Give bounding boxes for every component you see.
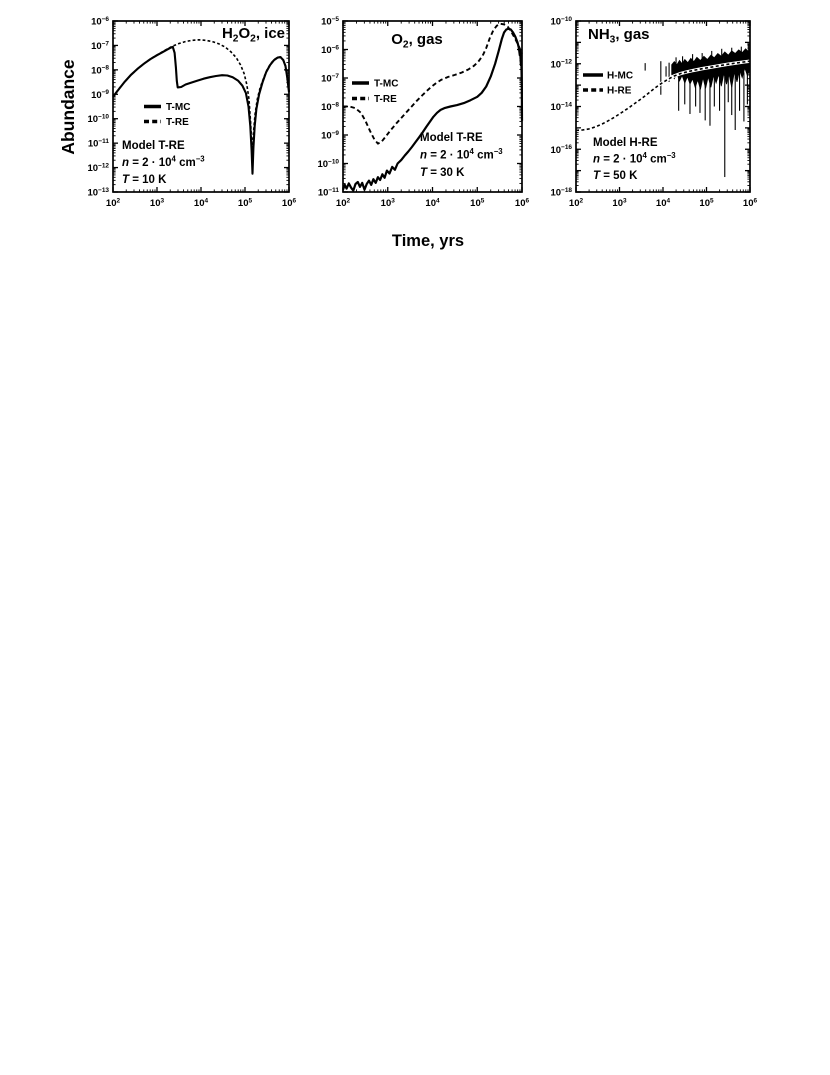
triple-panel-abundance-chart bbox=[0, 0, 830, 280]
x-tick-label: $10^2$ bbox=[568, 197, 584, 209]
y-tick-label: $10^{-5}$ bbox=[321, 15, 339, 28]
x-tick-label: $10^5$ bbox=[470, 197, 485, 209]
legend-label-t-mc: T-MC bbox=[374, 78, 399, 90]
x-axis-label: Time, yrs bbox=[391, 232, 465, 250]
y-tick-label: $10^{-8}$ bbox=[91, 64, 109, 77]
annotation-line: T = 30 K bbox=[420, 167, 465, 179]
x-tick-label: $10^4$ bbox=[193, 197, 209, 209]
annotation-line: $n = 2 \cdot 10^4$ $cm^{-3}$ bbox=[420, 147, 503, 162]
annotation-line: T = 10 K bbox=[122, 174, 167, 186]
x-tick-label: $10^3$ bbox=[380, 197, 395, 209]
y-tick-label: $10^{-9}$ bbox=[321, 129, 339, 142]
legend-label-h-mc: H-MC bbox=[607, 70, 634, 82]
y-tick-label: $10^{-7}$ bbox=[91, 40, 109, 52]
y-tick-label: $10^{-10}$ bbox=[550, 15, 572, 28]
y-tick-label: $10^{-8}$ bbox=[321, 101, 339, 113]
y-tick-label: $10^{-14}$ bbox=[550, 101, 572, 113]
panel-title: $H_2O_2$, ice bbox=[221, 25, 285, 45]
legend-label-t-mc: T-MC bbox=[166, 102, 191, 113]
y-tick-label: $10^{-11}$ bbox=[87, 138, 109, 150]
panels-group bbox=[87, 16, 757, 209]
x-tick-label: $10^2$ bbox=[105, 197, 121, 209]
legend-label-h-re: H-RE bbox=[607, 85, 632, 97]
y-tick-label: $10^{-10}$ bbox=[317, 158, 339, 170]
annotation-line: $n = 2 \cdot 10^4$ $cm^{-3}$ bbox=[593, 151, 676, 166]
x-tick-label: $10^6$ bbox=[742, 197, 758, 209]
legend-label-t-re: T-RE bbox=[374, 94, 397, 105]
y-tick-label: $10^{-6}$ bbox=[91, 15, 109, 28]
panel-title: $NH_3$, gas bbox=[588, 26, 650, 46]
series-t-re bbox=[113, 40, 289, 151]
y-tick-label: $10^{-10}$ bbox=[87, 113, 109, 126]
x-tick-label: $10^5$ bbox=[699, 197, 714, 209]
y-tick-label: $10^{-12}$ bbox=[550, 58, 572, 71]
y-tick-label: $10^{-13}$ bbox=[87, 186, 109, 199]
ticks bbox=[576, 21, 750, 192]
y-tick-label: $10^{-12}$ bbox=[87, 162, 109, 175]
x-tick-label: $10^4$ bbox=[655, 197, 671, 209]
x-tick-label: $10^5$ bbox=[237, 197, 253, 209]
annotation-line: $n = 2 \cdot 10^4$ $cm^{-3}$ bbox=[122, 154, 205, 169]
y-tick-label: $10^{-7}$ bbox=[321, 72, 339, 85]
panel-nh3-gas bbox=[550, 16, 757, 209]
y-tick-label: $10^{-18}$ bbox=[550, 186, 572, 199]
plot-frame bbox=[576, 21, 750, 192]
x-tick-label: $10^2$ bbox=[335, 197, 351, 209]
annotation-line: Model T-RE bbox=[122, 140, 185, 152]
y-tick-label: $10^{-16}$ bbox=[550, 144, 572, 156]
x-tick-label: $10^6$ bbox=[514, 197, 530, 209]
panel-o2-gas bbox=[317, 16, 529, 209]
annotation-line: Model H-RE bbox=[593, 137, 658, 149]
legend-label-t-re: T-RE bbox=[166, 117, 189, 128]
x-tick-label: $10^4$ bbox=[425, 197, 440, 209]
annotation-line: T = 50 K bbox=[593, 170, 638, 182]
x-tick-label: $10^3$ bbox=[149, 197, 165, 209]
annotation-line: Model T-RE bbox=[420, 132, 483, 144]
y-tick-label: $10^{-6}$ bbox=[321, 44, 339, 56]
y-axis-label: Abundance bbox=[58, 59, 78, 155]
x-tick-label: $10^6$ bbox=[281, 197, 297, 209]
y-tick-label: $10^{-9}$ bbox=[91, 89, 109, 101]
y-tick-label: $10^{-11}$ bbox=[317, 186, 339, 199]
panel-title: $O_2$, gas bbox=[391, 31, 443, 51]
panel-h2o2-ice bbox=[87, 16, 296, 209]
x-tick-label: $10^3$ bbox=[612, 197, 627, 209]
